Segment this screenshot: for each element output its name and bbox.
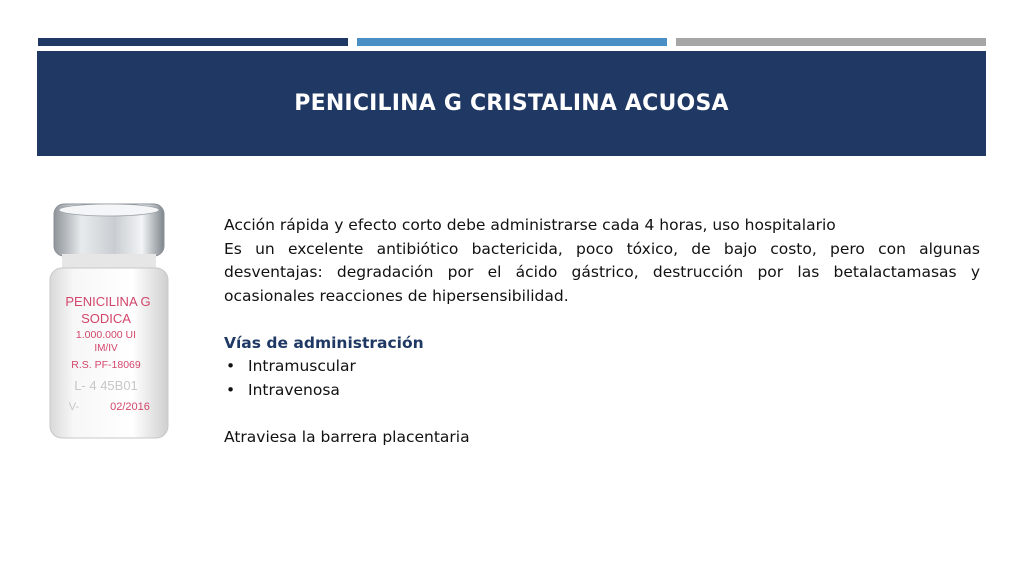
routes-list — [224, 355, 980, 402]
vial-label-line3: 1.000.000 UI — [75, 329, 137, 341]
title-banner — [37, 51, 986, 156]
route-intramuscular: Intramuscular — [248, 357, 356, 375]
closing-line: Atraviesa la barrera placentaria — [224, 427, 470, 446]
content-text-block — [224, 214, 980, 449]
vial-label-line1: PENICILINA G — [65, 294, 151, 309]
vial-label-line4: IM/IV — [94, 343, 118, 354]
bullet-icon: • — [226, 380, 236, 399]
route-intravenous: Intravenosa — [248, 380, 340, 399]
bullet-icon: • — [226, 357, 236, 375]
vial-label-line2: SODICA — [81, 311, 131, 326]
list-item — [224, 355, 980, 379]
accent-bar-gray — [676, 38, 986, 46]
penicillin-vial-image — [48, 202, 170, 442]
vial-lot-number: L- 4 45B01 — [74, 378, 138, 393]
vial-expiry-date: 02/2016 — [110, 401, 150, 413]
vial-expiry-prefix: V- — [68, 401, 80, 413]
list-item — [224, 379, 980, 403]
slide-title: PENICILINA G CRISTALINA ACUOSA — [294, 91, 729, 116]
accent-bar-dark — [38, 38, 348, 46]
intro-line: Acción rápida y efecto corto debe administrarse cada 4 horas, uso hospitalario — [224, 216, 836, 234]
routes-heading: Vías de administración — [224, 333, 424, 352]
accent-bar-blue — [357, 38, 667, 46]
vial-label-line5: R.S. PF-18069 — [71, 359, 141, 371]
description-paragraph: Es un excelente antibiótico bactericida, poco tóxico, de bajo costo, pero con algunas desventajas: degradación por el ácido gástrico, destrucción por las betalactamasas y ocasionales reacciones de hipersensibilidad. — [224, 239, 980, 305]
